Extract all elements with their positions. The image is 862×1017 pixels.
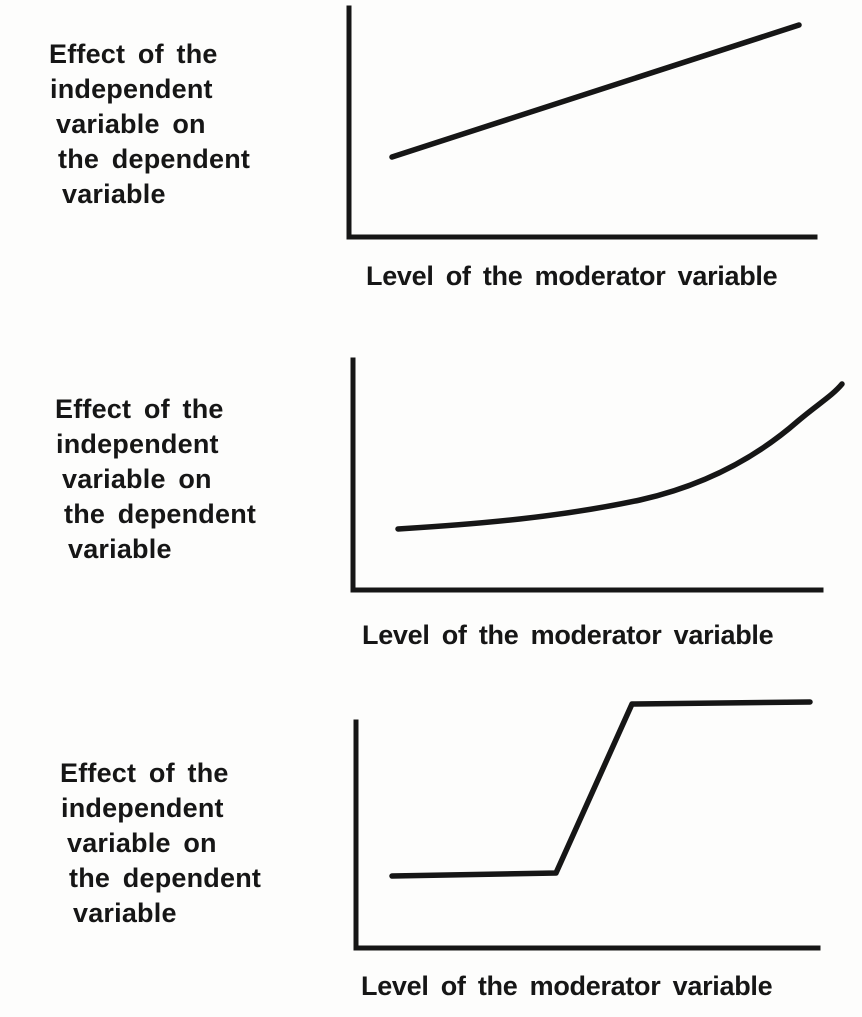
panel-3-y-axis-label bbox=[60, 756, 261, 931]
panel-1-curve bbox=[392, 25, 799, 157]
y-axis-label-line: Effect of the bbox=[60, 758, 229, 788]
panel-2-curve bbox=[398, 384, 842, 529]
y-axis-label-line: the dependent bbox=[69, 863, 262, 893]
y-axis-label-line: variable on bbox=[56, 109, 206, 139]
y-axis-label-line: variable on bbox=[62, 464, 212, 494]
y-axis-label-line: Effect of the bbox=[49, 39, 218, 69]
y-axis-label-line: the dependent bbox=[58, 144, 251, 174]
y-axis-label-line: variable bbox=[68, 534, 172, 564]
panel-3-axes bbox=[356, 722, 818, 948]
y-axis-label-line: variable bbox=[62, 179, 166, 209]
y-axis-label-line: independent bbox=[61, 793, 224, 823]
y-axis-label-line: variable bbox=[73, 898, 177, 928]
panel-3-x-axis-label: Level of the moderator variable bbox=[361, 971, 773, 1001]
y-axis-label-line: variable on bbox=[67, 828, 217, 858]
y-axis-label-line: the dependent bbox=[64, 499, 257, 529]
panel-2-axes bbox=[353, 360, 821, 590]
panel-1-y-axis-label bbox=[49, 37, 250, 212]
panel-2-x-axis-label: Level of the moderator variable bbox=[362, 620, 774, 650]
y-axis-label-line: Effect of the bbox=[55, 394, 224, 424]
y-axis-label-line: independent bbox=[50, 74, 213, 104]
y-axis-label-line: independent bbox=[56, 429, 219, 459]
panel-1-x-axis-label: Level of the moderator variable bbox=[366, 261, 778, 291]
panel-2-y-axis-label bbox=[55, 392, 256, 567]
panel-3-curve bbox=[392, 702, 810, 876]
